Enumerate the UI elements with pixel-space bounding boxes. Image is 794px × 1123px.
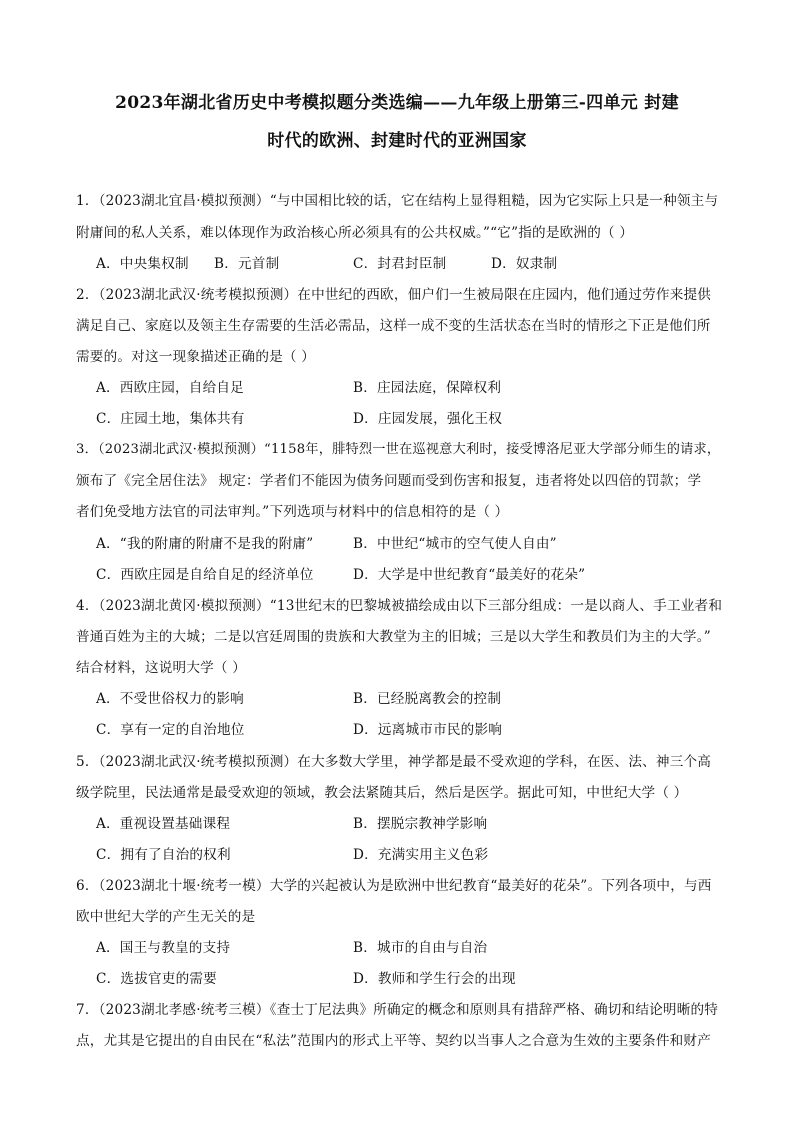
question-7-text-line-1: 7．（2023湖北孝感·统考三模）《查士丁尼法典》所确定的概念和原则具有措辞严格、确切和结论明晰的特: [76, 1002, 719, 1018]
question-6-option-d[interactable]: D．教师和学生行会的出现: [353, 971, 516, 987]
question-6-option-a[interactable]: A．国王与教皇的支持: [96, 940, 231, 956]
question-3-option-a[interactable]: A．“我的附庸的附庸不是我的附庸”: [96, 536, 314, 552]
question-2-option-d[interactable]: D．庄园发展，强化王权: [353, 411, 503, 427]
question-6-option-c[interactable]: C．选拔官吏的需要: [96, 971, 217, 987]
question-6-option-b[interactable]: B．城市的自由与自治: [353, 940, 488, 956]
question-4-option-a[interactable]: A．不受世俗权力的影响: [96, 691, 244, 707]
question-1-text-line-2: 附庸间的私人关系，难以体现作为政治核心所必须具有的公共权威。”“它”指的是欧洲的（ ）: [76, 225, 634, 241]
question-4-text-line-1: 4．（2023湖北黄冈·模拟预测）“13世纪末的巴黎城被描绘成由以下三部分组成：一是以商人、手工业者和: [76, 598, 723, 614]
question-7-text-line-2: 点，尤其是它提出的自由民在“私法”范围内的形式上平等、契约以当事人之合意为生效的主要条件和财产: [76, 1033, 712, 1049]
question-4-option-b[interactable]: B．已经脱离教会的控制: [353, 691, 502, 707]
question-1-option-a[interactable]: A．中央集权制: [96, 256, 189, 272]
question-2-option-c[interactable]: C．庄园土地，集体共有: [96, 411, 245, 427]
question-5-text-line-1: 5．（2023湖北武汉·统考模拟预测）在大多数大学里，神学都是最不受欢迎的学科，在医、法、神三个高: [76, 754, 712, 770]
question-5-option-b[interactable]: B．摆脱宗教神学影响: [353, 816, 488, 832]
question-1-option-c[interactable]: C．封君封臣制: [353, 256, 447, 272]
question-2-text-line-3: 需要的。对这一现象描述正确的是（ ）: [76, 349, 316, 365]
question-2-text-line-1: 2．（2023湖北武汉·统考模拟预测）在中世纪的西欧，佃户们一生被局限在庄园内，他们通过劳作来提供: [76, 287, 712, 303]
question-3-option-b[interactable]: B．中世纪“城市的空气使人自由”: [353, 536, 557, 552]
question-1-option-d[interactable]: D．奴隶制: [491, 256, 558, 272]
question-3-option-d[interactable]: D．大学是中世纪教育“最美好的花朵”: [353, 567, 586, 583]
question-6-text-line-1: 6．（2023湖北十堰·统考一模）大学的兴起被认为是欧洲中世纪教育“最美好的花朵”。下列各项中，与西: [76, 878, 712, 894]
question-3-text-line-3: 者们免受地方法官的司法审判。”下列选项与材料中的信息相符的是（ ）: [76, 504, 509, 520]
question-4-option-c[interactable]: C．享有一定的自治地位: [96, 722, 245, 738]
question-4-text-line-2: 普通百姓为主的大城；二是以宫廷周围的贵族和大教堂为主的旧城；三是以大学生和教员们为主的大学。”: [76, 629, 711, 645]
page-title-line-1: 2023年湖北省历史中考模拟题分类选编——九年级上册第三-四单元 封建: [115, 93, 679, 113]
question-6-text-line-2: 欧中世纪大学的产生无关的是: [76, 909, 256, 925]
question-4-text-line-3: 结合材料，这说明大学（ ）: [76, 660, 247, 676]
question-5-text-line-2: 级学院里，民法通常是最受欢迎的领域，教会法紧随其后，然后是医学。据此可知，中世纪大学（ ）: [76, 785, 688, 801]
question-3-option-c[interactable]: C．西欧庄园是自给自足的经济单位: [96, 567, 314, 583]
question-1-text-line-1: 1．（2023湖北宜昌·模拟预测）“与中国相比较的话，它在结构上显得粗糙，因为它实际上只是一种领主与: [76, 193, 719, 209]
question-5-option-d[interactable]: D．充满实用主义色彩: [353, 847, 489, 863]
question-5-option-c[interactable]: C．拥有了自治的权利: [96, 847, 231, 863]
question-5-option-a[interactable]: A．重视设置基础课程: [96, 816, 231, 832]
page-title-line-2: 时代的欧洲、封建时代的亚洲国家: [267, 131, 527, 151]
question-2-text-line-2: 满足自己、家庭以及领主生存需要的生活必需品，这样一成不变的生活状态在当时的情形之下正是他们所: [76, 318, 711, 334]
question-2-option-b[interactable]: B．庄园法庭，保障权利: [353, 380, 502, 396]
question-2-option-a[interactable]: A．西欧庄园，自给自足: [96, 380, 244, 396]
question-3-text-line-1: 3．（2023湖北武汉·模拟预测）“1158年，腓特烈一世在巡视意大利时，接受博洛尼亚大学部分师生的请求，: [76, 442, 721, 457]
question-1-option-b[interactable]: B．元首制: [214, 256, 280, 272]
question-3-text-line-2: 颁布了《完全居住法》 规定：学者们不能因为债务问题而受到伤害和报复，违者将处以四倍的罚款；学: [76, 473, 702, 489]
question-4-option-d[interactable]: D．远离城市市民的影响: [353, 722, 503, 738]
